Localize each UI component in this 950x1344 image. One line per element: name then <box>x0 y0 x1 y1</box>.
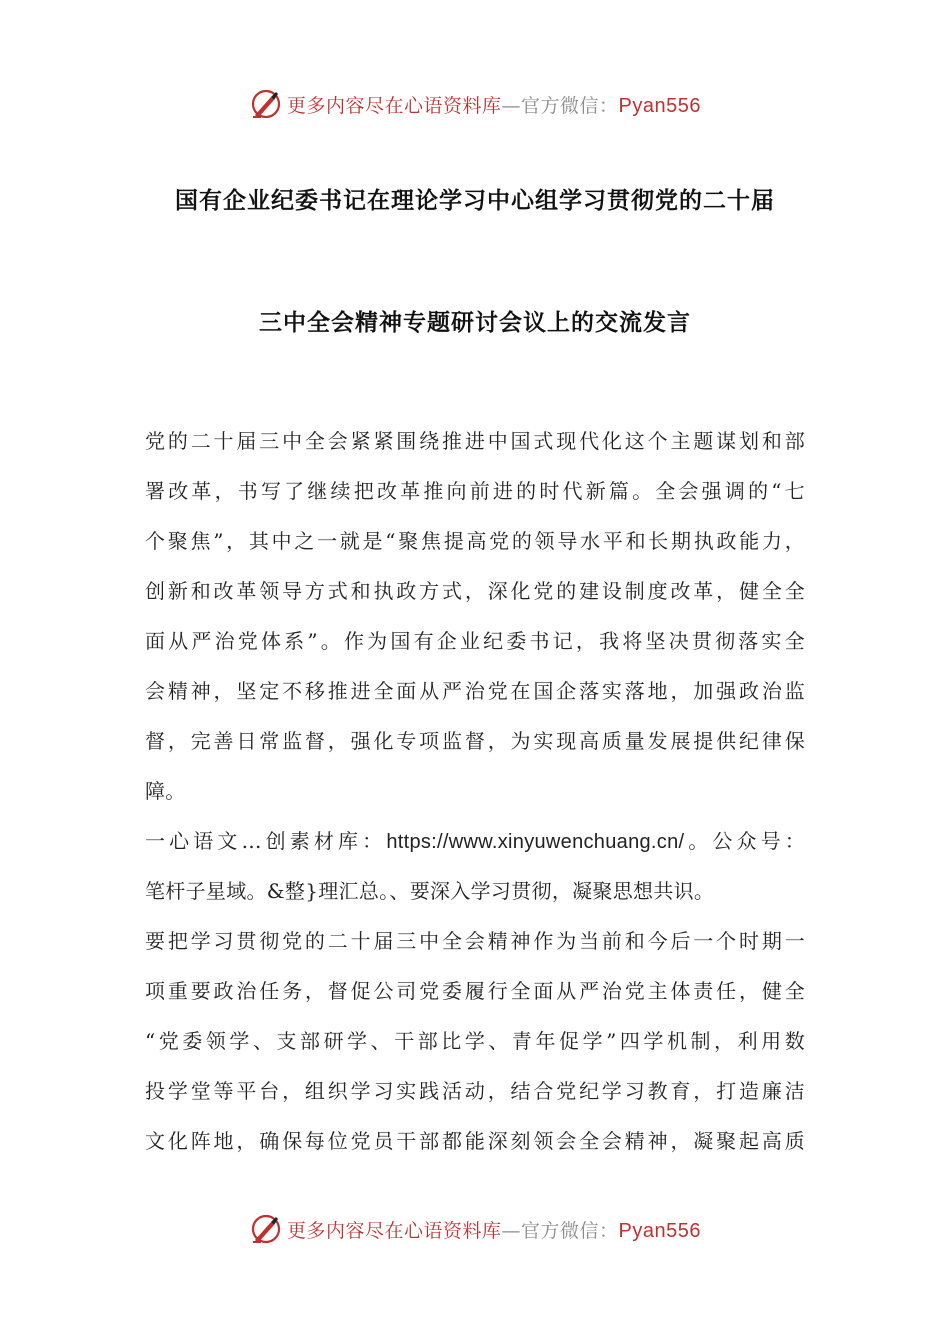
banner-wechat-id: Pyan556 <box>618 94 701 117</box>
body-line: 面从严治党体系”。作为国有企业纪委书记，我将坚决贯彻落实全 <box>145 629 805 653</box>
source-prefix: 一心语文…创素材库： <box>145 829 387 853</box>
body-line: 项重要政治任务，督促公司党委履行全面从严治党主体责任，健全 <box>145 979 805 1003</box>
document-title-line-1: 国有企业纪委书记在理论学习中心组学习贯彻党的二十届 <box>175 188 775 214</box>
header-banner <box>0 84 950 124</box>
source-line-2: 笔杆子星域。&整}理汇总。、要深入学习贯彻，凝聚思想共识。 <box>145 879 715 903</box>
body-line: 障。 <box>145 779 186 803</box>
pen-logo-icon <box>249 1212 283 1246</box>
body-line: “党委领学、支部研学、干部比学、青年促学”四学机制，利用数 <box>145 1029 805 1053</box>
document-body <box>145 416 805 1166</box>
body-line: 党的二十届三中全会紧紧围绕推进中国式现代化这个主题谋划和部 <box>145 429 805 453</box>
banner-red-text: 更多内容尽在心语资料库 <box>287 1219 502 1242</box>
body-line: 投学堂等平台，组织学习实践活动，结合党纪学习教育，打造廉洁 <box>145 1079 805 1103</box>
banner-wechat-id: Pyan556 <box>618 1219 701 1242</box>
source-suffix: 。公众号： <box>684 829 806 853</box>
banner-grey-text: 官方微信： <box>521 1219 619 1242</box>
footer-banner <box>0 1209 950 1249</box>
body-line: 创新和改革领导方式和执政方式，深化党的建设制度改革，健全全 <box>145 579 805 603</box>
source-url: https://www.xinyuwenchuang.cn/ <box>386 831 685 853</box>
banner-dash: — <box>501 1219 522 1242</box>
banner-dash: — <box>501 94 522 117</box>
body-line: 署改革，书写了继续把改革推向前进的时代新篇。全会强调的“七 <box>145 479 805 503</box>
body-line: 要把学习贯彻党的二十届三中全会精神作为当前和今后一个时期一 <box>145 929 805 953</box>
source-line <box>145 816 805 866</box>
body-line: 督，完善日常监督，强化专项监督，为实现高质量发展提供纪律保 <box>145 729 805 753</box>
body-line: 会精神，坚定不移推进全面从严治党在国企落实落地，加强政治监 <box>145 679 805 703</box>
document-title-line-2: 三中全会精神专题研讨会议上的交流发言 <box>259 310 691 336</box>
banner-grey-text: 官方微信： <box>521 94 619 117</box>
body-line: 文化阵地，确保每位党员干部都能深刻领会全会精神，凝聚起高质 <box>145 1129 805 1153</box>
body-line: 个聚焦”，其中之一就是“聚焦提高党的领导水平和长期执政能力， <box>145 529 805 553</box>
banner-red-text: 更多内容尽在心语资料库 <box>287 94 502 117</box>
pen-logo-icon <box>249 87 283 121</box>
